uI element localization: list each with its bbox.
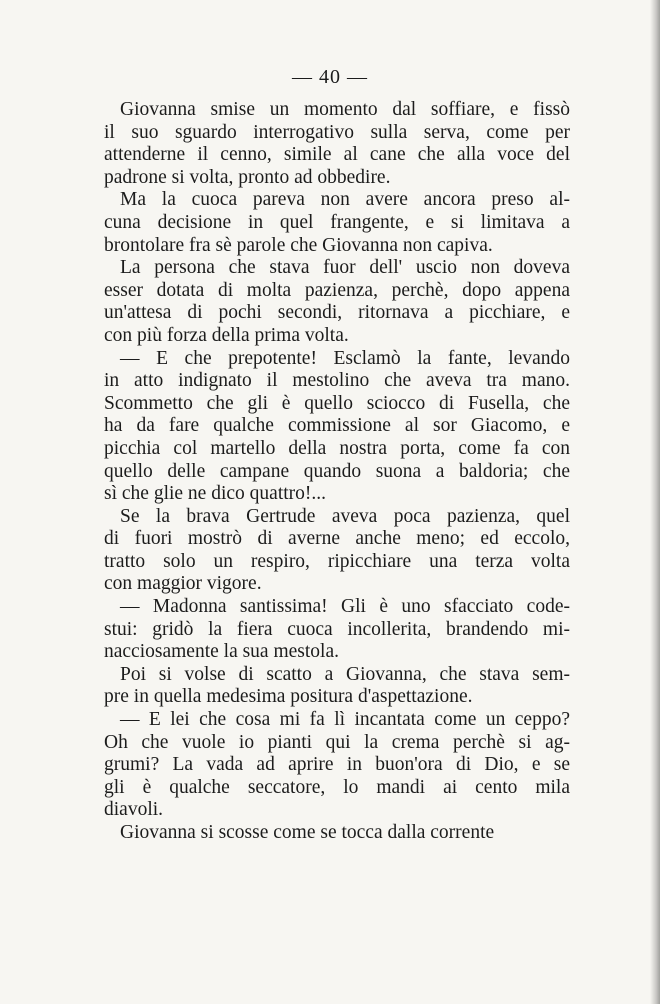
paragraph bbox=[104, 822, 570, 845]
text-line: un'attesa di pochi secondi, ritornava a picchiare, e bbox=[104, 302, 570, 324]
text-line: La persona che stava fuor dell' uscio non doveva bbox=[120, 257, 570, 279]
text-line: — E lei che cosa mi fa lì incantata come un ceppo? bbox=[120, 709, 570, 731]
text-line: con maggior vigore. bbox=[104, 573, 262, 595]
text-line: ha da fare qualche commissione al sor Giacomo, e bbox=[104, 415, 570, 437]
text-line: — Madonna santissima! Gli è uno sfacciato code- bbox=[120, 596, 570, 618]
text-line: attenderne il cenno, simile al cane che alla voce del bbox=[104, 144, 570, 166]
text-line: in atto indignato il mestolino che aveva tra mano. bbox=[104, 370, 570, 392]
text-line: il suo sguardo interrogativo sulla serva, come per bbox=[104, 121, 570, 143]
paragraph bbox=[104, 596, 570, 664]
text-line: gli è qualche seccatore, lo mandi ai cento mila bbox=[104, 776, 570, 798]
paragraph bbox=[104, 189, 570, 257]
text-line: Giovanna si scosse come se tocca dalla corrente bbox=[120, 822, 495, 843]
text-line: diavoli. bbox=[104, 799, 164, 821]
text-line: pre in quella medesima positura d'aspettazione. bbox=[104, 686, 473, 708]
paragraph bbox=[104, 709, 570, 822]
page-number: — 40 — bbox=[292, 66, 368, 88]
paragraph bbox=[104, 506, 570, 596]
text-line: picchia col martello della nostra porta, come fa con bbox=[104, 437, 570, 459]
page-edge-shadow bbox=[650, 0, 660, 1004]
text-line: Ma la cuoca pareva non avere ancora preso al- bbox=[120, 189, 570, 211]
paragraph bbox=[104, 99, 570, 189]
text-line: grumi? La vada ad aprire in buon'ora di Dio, e se bbox=[104, 754, 570, 776]
text-line: tratto solo un respiro, ripicchiare una terza volta bbox=[104, 550, 570, 572]
text-line: padrone si volta, pronto ad obbedire. bbox=[104, 166, 391, 188]
text-line: Giovanna smise un momento dal soffiare, e fissò bbox=[120, 99, 570, 120]
paragraph bbox=[104, 257, 570, 347]
paragraph bbox=[104, 664, 570, 709]
text-line: brontolare fra sè parole che Giovanna non capiva. bbox=[104, 234, 493, 256]
text-line: nacciosamente la sua mestola. bbox=[104, 641, 339, 663]
text-line: — E che prepotente! Esclamò la fante, levando bbox=[120, 347, 570, 369]
text-line: di fuori mostrò di averne anche meno; ed eccolo, bbox=[104, 528, 570, 550]
text-line: Poi si volse di scatto a Giovanna, che stava sem- bbox=[120, 663, 570, 685]
text-line: Oh che vuole io pianti qui la crema perchè si ag- bbox=[104, 731, 570, 753]
text-line: con più forza della prima volta. bbox=[104, 324, 349, 346]
paragraph bbox=[104, 348, 570, 506]
text-line: sì che glie ne dico quattro!... bbox=[104, 483, 327, 505]
text-line: Scommetto che gli è quello sciocco di Fusella, che bbox=[104, 392, 570, 414]
body-text bbox=[104, 99, 570, 845]
text-line: cuna decisione in quel frangente, e si limitava a bbox=[104, 211, 570, 233]
text-line: Se la brava Gertrude aveva poca pazienza, quel bbox=[120, 505, 570, 527]
text-line: esser dotata di molta pazienza, perchè, dopo appena bbox=[104, 279, 570, 301]
text-line: quello delle campane quando suona a baldoria; che bbox=[104, 460, 570, 482]
text-line: stui: gridò la fiera cuoca incollerita, brandendo mi- bbox=[104, 618, 570, 640]
